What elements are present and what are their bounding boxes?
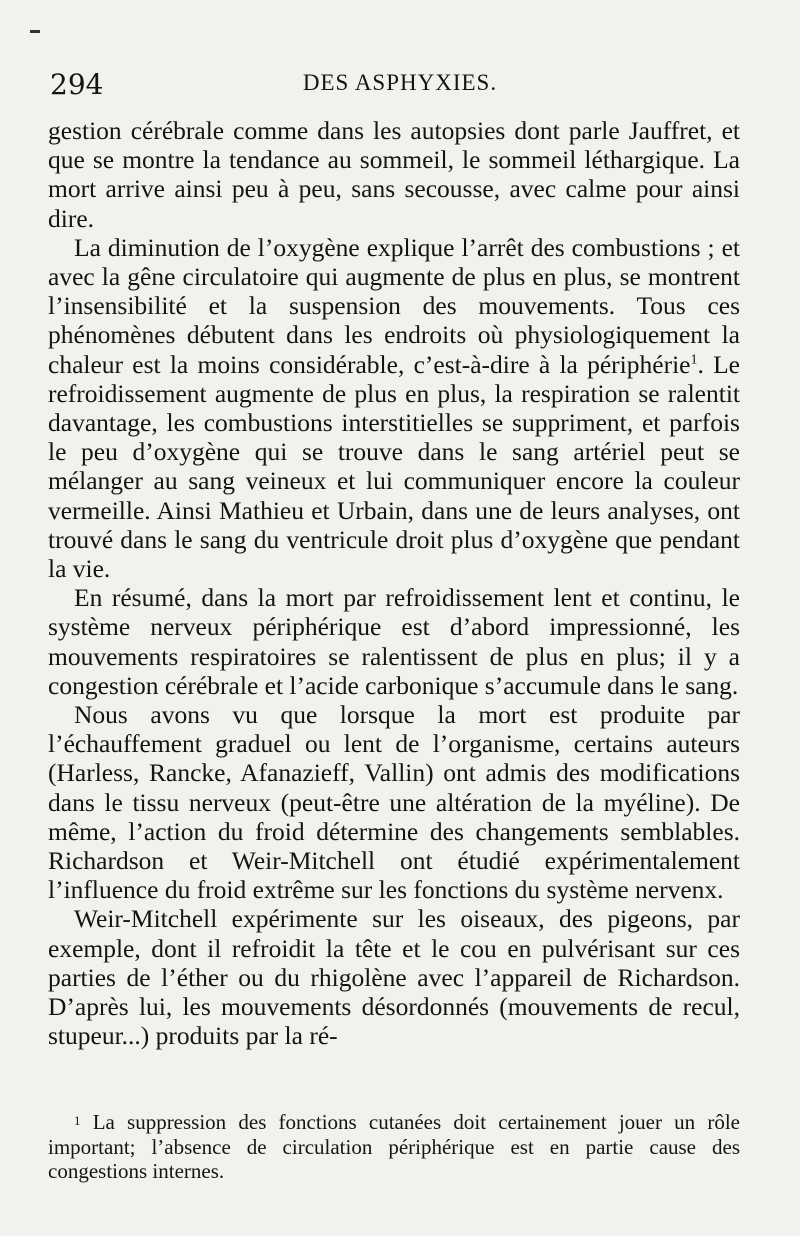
footnote-reference[interactable]: 1 bbox=[690, 352, 698, 368]
paragraph-2-part-1: La diminution de l’oxygène explique l’arrêt des combustions ; et avec la gêne circulatoire qui augmente de plus en plus, se montrent l’insensibilité et la suspension des mouvements. Tous ces phénomènes débutent dans les endroits où physiologiquement la chaleur est la moins considérable, c’est-à-dire à la périphérie bbox=[48, 232, 740, 379]
edge-mark bbox=[30, 30, 40, 33]
footnote bbox=[48, 1110, 740, 1184]
footnote-text: La suppression des fonctions cutanées doit certainement jouer un rôle important; l’absence de circulation périphérique est en partie cause des congestions internes. bbox=[48, 1110, 741, 1183]
footnote-mark: 1 bbox=[74, 1113, 81, 1128]
paragraph-2-part-2: . Le refroidissement augmente de plus en plus, la respiration se ralentit davantage, les combustions interstitielles se suppriment, et parfois le peu d’oxygène qui se trouve dans le sang artériel peut se mélanger au sang veineux et lui communiquer encore la couleur vermeille. Ainsi Mathieu et Urbain, dans une de leurs analyses, ont trouvé dans le sang du ventricule droit plus d’oxygène que pendant la vie. bbox=[48, 349, 740, 584]
page-header bbox=[50, 68, 750, 108]
paragraph-1: gestion cérébrale comme dans les autopsies dont parle Jauffret, et que se montre la tendance au sommeil, le sommeil léthargique. La mort arrive ainsi peu à peu, sans secousse, avec calme pour ainsi dire. bbox=[48, 116, 740, 233]
running-title: DES ASPHYXIES. bbox=[302, 70, 498, 95]
paragraph-5: Weir-Mitchell expérimente sur les oiseaux, des pigeons, par exemple, dont il refroidit la tête et le cou en pulvérisant sur ces parties de l’éther ou du rhigolène avec l’appareil de Richardson. D’après lui, les mouvements désordonnés (mouvements de recul, stupeur...) produits par la ré- bbox=[48, 904, 740, 1051]
body-text bbox=[48, 116, 740, 1051]
paragraph-2 bbox=[48, 233, 740, 583]
paragraph-4: Nous avons vu que lorsque la mort est produite par l’échauffement graduel ou lent de l’organisme, certains auteurs (Harless, Rancke, Afanazieff, Vallin) ont admis des modifications dans le tissu nerveux (peut-être une altération de la myéline). De même, l’action du froid détermine des changements semblables. Richardson et Weir-Mitchell ont étudié expérimentalement l’influence du froid extrême sur les fonctions du système nervenx. bbox=[48, 700, 740, 905]
page-number: 294 bbox=[50, 68, 104, 101]
paragraph-3: En résumé, dans la mort par refroidissement lent et continu, le système nerveux périphérique est d’abord impressionné, les mouvements respiratoires se ralentissent de plus en plus; il y a congestion cérébrale et l’acide carbonique s’accumule dans le sang. bbox=[48, 583, 740, 700]
